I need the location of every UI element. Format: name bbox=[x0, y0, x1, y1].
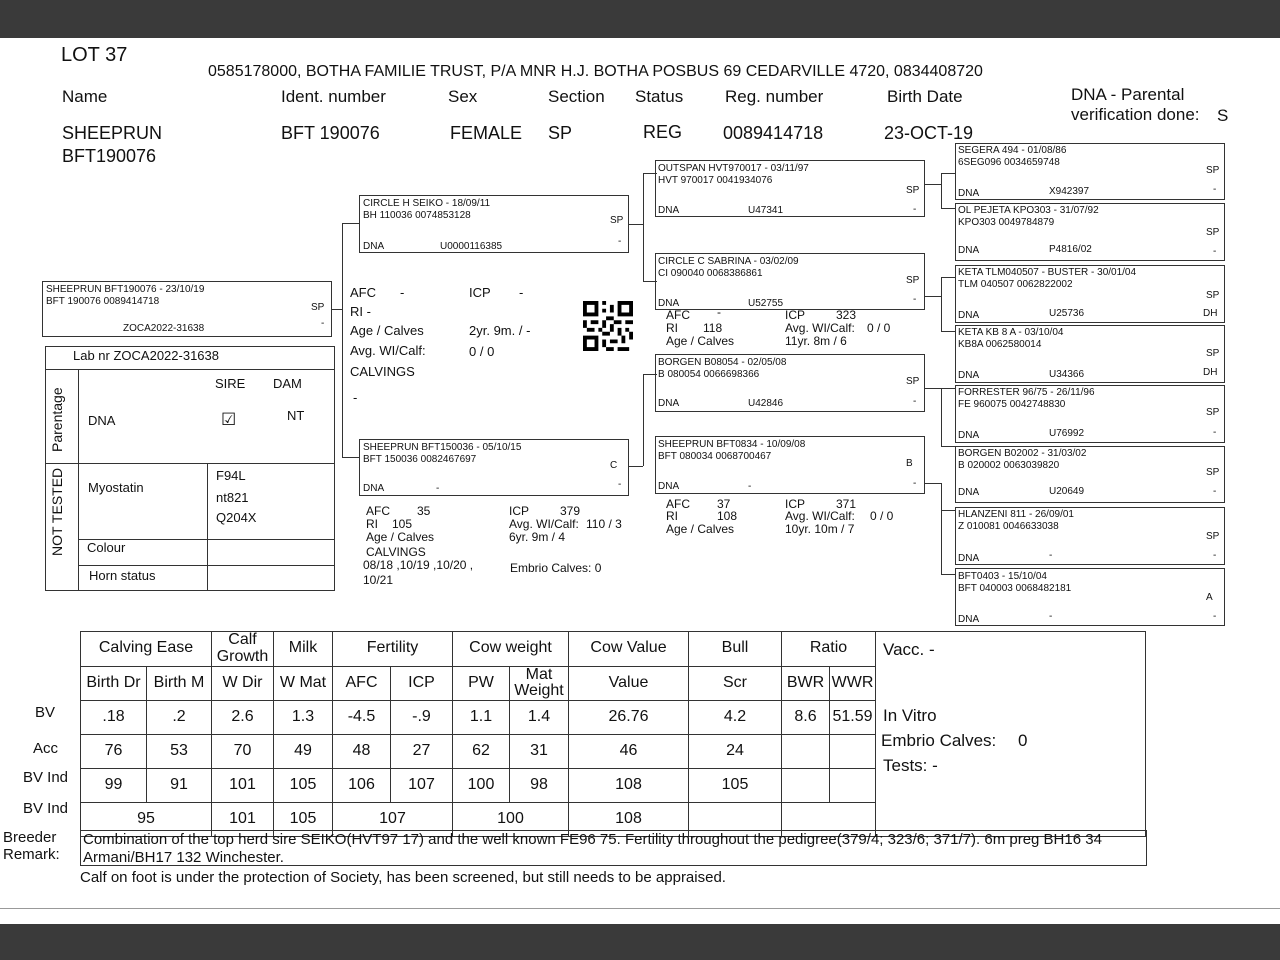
ggp7-section: SP bbox=[1206, 531, 1220, 542]
sex-value: FEMALE bbox=[450, 123, 523, 143]
section-header: Section bbox=[548, 87, 605, 106]
dna-row-label: DNA bbox=[88, 413, 116, 428]
ggp-card-4 bbox=[955, 325, 1225, 383]
gp2-afc-value: - bbox=[717, 305, 721, 319]
wi-label: Avg. WI/Calf: bbox=[350, 343, 426, 358]
table-cell bbox=[830, 769, 876, 803]
ggp5-dash: - bbox=[1213, 427, 1217, 438]
group-ratio: Ratio bbox=[782, 632, 876, 667]
gp4-wi-value: 0 / 0 bbox=[870, 509, 894, 523]
gp2-dna-value: U52755 bbox=[748, 298, 784, 309]
ggp7-dna-label: DNA bbox=[958, 553, 980, 564]
table-cell: 105 bbox=[274, 769, 333, 803]
ggp2-dna-value: P4816/02 bbox=[1049, 244, 1092, 255]
table-cell: 108 bbox=[569, 803, 689, 837]
gp4-icp-value: 371 bbox=[836, 497, 857, 511]
footer-note: Calf on foot is under the protection of Society, has been screened, but still needs to be appraised. bbox=[80, 869, 726, 886]
dam-dash: - bbox=[618, 479, 622, 490]
animal-card-dash: - bbox=[321, 318, 325, 329]
ggp5-section: SP bbox=[1206, 407, 1220, 418]
gp4-title: SHEEPRUN BFT0834 - 10/09/08 bbox=[658, 439, 806, 450]
gp4-dna-value: - bbox=[748, 481, 752, 492]
owner-line: 0585178000, BOTHA FAMILIE TRUST, P/A MNR H.J. BOTHA POSBUS 69 CEDARVILLE 4720, 0834408720 bbox=[208, 63, 983, 80]
parentage-label: Parentage bbox=[49, 387, 65, 452]
gp1-ident: HVT 970017 0041934076 bbox=[658, 175, 773, 186]
gp4-age-value: 10yr. 10m / 7 bbox=[785, 522, 855, 536]
table-cell: 108 bbox=[569, 769, 689, 803]
table-cell: 2.6 bbox=[212, 701, 274, 735]
remark-label: Remark: bbox=[3, 846, 60, 863]
dam-calvings-label: CALVINGS bbox=[366, 545, 426, 559]
sire-card bbox=[359, 195, 629, 253]
myostatin-value-1: F94L bbox=[216, 468, 246, 483]
icp-value: - bbox=[519, 285, 524, 300]
gp1-dash: - bbox=[913, 204, 917, 215]
table-cell: 105 bbox=[689, 769, 782, 803]
ggp3-section: SP bbox=[1206, 290, 1220, 301]
ggp5-dna-label: DNA bbox=[958, 430, 980, 441]
sub-w-mat: W Mat bbox=[274, 666, 333, 701]
gp2-section: SP bbox=[906, 275, 920, 286]
table-cell: 101 bbox=[212, 769, 274, 803]
dam-col: DAM bbox=[273, 376, 302, 391]
gp4-ident: BFT 080034 0068700467 bbox=[658, 451, 772, 462]
gp2-wi-value: 0 / 0 bbox=[867, 321, 891, 335]
tests-text: Tests: - bbox=[883, 756, 938, 775]
sub-bwr: BWR bbox=[782, 666, 830, 701]
ident-header: Ident. number bbox=[281, 87, 386, 106]
colour-label: Colour bbox=[87, 540, 126, 555]
gp2-dna-label: DNA bbox=[658, 298, 680, 309]
table-cell: 48 bbox=[333, 735, 391, 769]
myostatin-value-2: nt821 bbox=[216, 490, 249, 505]
sub-birth-dr: Birth Dr bbox=[81, 666, 147, 701]
dam-age-label: Age / Calves bbox=[366, 530, 435, 544]
dna-header-1: DNA - Parental bbox=[1071, 85, 1185, 104]
birth-value: 23-OCT-19 bbox=[884, 123, 974, 143]
gp2-icp-value: 323 bbox=[836, 308, 857, 322]
gp2-ri-value: 118 bbox=[703, 321, 723, 335]
group-cow-value: Cow Value bbox=[569, 632, 689, 667]
ggp6-dash: - bbox=[1213, 486, 1217, 497]
status-header: Status bbox=[635, 87, 684, 106]
gp4-ri-value: 108 bbox=[717, 509, 738, 523]
age-calves-value: 2yr. 9m. / - bbox=[469, 323, 531, 338]
ggp1-dna-label: DNA bbox=[958, 188, 980, 199]
gp2-title: CIRCLE C SABRINA - 03/02/09 bbox=[658, 256, 799, 267]
ggp-card-1 bbox=[955, 143, 1225, 200]
ri-label: RI - bbox=[350, 304, 371, 319]
gp4-dash: - bbox=[913, 478, 917, 489]
dam-wi-value: 110 / 3 bbox=[586, 517, 622, 531]
ggp6-dna-value: U20649 bbox=[1049, 486, 1085, 497]
afc-value: - bbox=[400, 285, 405, 300]
ggp3-ident: TLM 040507 0062822002 bbox=[958, 279, 1073, 290]
sub-value: Value bbox=[569, 666, 689, 701]
gp4-wi-label: Avg. WI/Calf: bbox=[785, 509, 855, 523]
group-cow-weight: Cow weight bbox=[453, 632, 569, 667]
ggp-card-5 bbox=[955, 385, 1225, 443]
sub-scr: Scr bbox=[689, 666, 782, 701]
gp2-icp-label: ICP bbox=[785, 308, 806, 322]
table-cell: 107 bbox=[333, 803, 453, 837]
gp4-afc-label: AFC bbox=[666, 497, 690, 511]
table-cell: 105 bbox=[274, 803, 333, 837]
gp1-title: OUTSPAN HVT970017 - 03/11/97 bbox=[658, 163, 809, 174]
gp4-age-label: Age / Calves bbox=[666, 522, 735, 536]
table-cell: 53 bbox=[147, 735, 212, 769]
table-cell: 62 bbox=[453, 735, 510, 769]
table-cell: 76 bbox=[81, 735, 147, 769]
table-cell bbox=[782, 769, 830, 803]
sub-mat-weight: Mat Weight bbox=[510, 666, 569, 701]
ggp7-ident: Z 010081 0046633038 bbox=[958, 521, 1059, 532]
ggp4-dna-value: U34366 bbox=[1049, 369, 1085, 380]
gp2-wi-label: Avg. WI/Calf: bbox=[785, 321, 855, 335]
ggp6-section: SP bbox=[1206, 467, 1220, 478]
dam-icp-value: 379 bbox=[560, 504, 581, 518]
sub-wwr: WWR bbox=[830, 666, 876, 701]
ggp4-title: KETA KB 8 A - 03/10/04 bbox=[958, 327, 1064, 338]
dam-ri-value: 105 bbox=[392, 517, 413, 531]
table-cell: 100 bbox=[453, 769, 510, 803]
ggp5-title: FORRESTER 96/75 - 26/11/96 bbox=[958, 387, 1095, 398]
table-cell: 49 bbox=[274, 735, 333, 769]
table-cell: .18 bbox=[81, 701, 147, 735]
ggp8-dna-value: - bbox=[1049, 611, 1053, 622]
sub-w-dir: W Dir bbox=[212, 666, 274, 701]
ident-value: BFT 190076 bbox=[281, 123, 380, 143]
bottom-divider bbox=[0, 908, 1280, 909]
ggp4-section: SP bbox=[1206, 348, 1220, 359]
myostatin-label: Myostatin bbox=[88, 480, 144, 495]
ggp4-dna-label: DNA bbox=[958, 370, 980, 381]
grandsire-maternal-card bbox=[655, 354, 925, 412]
dam-calvings-value-2: 10/21 bbox=[363, 573, 394, 587]
status-value: REG bbox=[643, 122, 683, 142]
gp3-dna-label: DNA bbox=[658, 398, 680, 409]
granddam-paternal-card bbox=[655, 253, 925, 310]
row-label-bv-ind: BV Ind bbox=[23, 769, 69, 786]
myostatin-value-3: Q204X bbox=[216, 510, 257, 525]
sire-section: SP bbox=[610, 215, 624, 226]
dam-afc-value: 35 bbox=[417, 504, 431, 518]
ggp6-dna-label: DNA bbox=[958, 487, 980, 498]
animal-card-ident: BFT 190076 0089414718 bbox=[46, 296, 160, 307]
row-label-bv-ind-2: BV Ind bbox=[23, 800, 69, 817]
gp2-age-value: 11yr. 8m / 6 bbox=[785, 334, 847, 348]
dam-dna-label: DNA bbox=[363, 483, 385, 494]
table-cell: 24 bbox=[689, 735, 782, 769]
qr-code-icon bbox=[582, 301, 634, 351]
animal-card-section: SP bbox=[311, 302, 325, 313]
table-cell: 106 bbox=[333, 769, 391, 803]
calvings-label: CALVINGS bbox=[350, 364, 415, 379]
table-cell: 1.1 bbox=[453, 701, 510, 735]
table-cell: 1.4 bbox=[510, 701, 569, 735]
not-tested-label: NOT TESTED bbox=[49, 467, 65, 556]
table-cell: 99 bbox=[81, 769, 147, 803]
dam-card bbox=[359, 439, 629, 496]
ggp1-title: SEGERA 494 - 01/08/86 bbox=[958, 145, 1067, 156]
lot-number: LOT 37 bbox=[61, 44, 128, 66]
gp2-age-label: Age / Calves bbox=[666, 334, 735, 348]
icp-label: ICP bbox=[469, 285, 491, 300]
gp2-ri-label: RI bbox=[666, 321, 678, 335]
ggp2-dash: - bbox=[1213, 246, 1217, 257]
sub-pw: PW bbox=[453, 666, 510, 701]
ggp8-section: A bbox=[1206, 592, 1213, 603]
ggp3-dna-value: U25736 bbox=[1049, 308, 1085, 319]
ggp7-dna-value: - bbox=[1049, 550, 1053, 561]
ggp2-section: SP bbox=[1206, 227, 1220, 238]
ggp4-ident: KB8A 0062580014 bbox=[958, 339, 1042, 350]
granddam-maternal-card bbox=[655, 436, 925, 494]
ggp1-ident: 6SEG096 0034659748 bbox=[958, 157, 1060, 168]
ggp-card-2 bbox=[955, 203, 1225, 261]
gp3-section: SP bbox=[906, 376, 920, 387]
row-label-bv: BV bbox=[35, 704, 56, 721]
dam-wi-label: Avg. WI/Calf: bbox=[509, 517, 579, 531]
ggp5-dna-value: U76992 bbox=[1049, 428, 1085, 439]
gp1-dna-value: U47341 bbox=[748, 205, 784, 216]
wi-value: 0 / 0 bbox=[469, 344, 495, 359]
breeder-label: Breeder bbox=[3, 829, 57, 846]
top-bar bbox=[0, 0, 1280, 38]
sire-col: SIRE bbox=[215, 376, 246, 391]
gp2-dash: - bbox=[913, 294, 917, 305]
table-cell bbox=[782, 735, 830, 769]
sub-icp: ICP bbox=[391, 666, 453, 701]
remark-text-1: Combination of the top herd sire SEIKO(HVT97 17) and the well known FE96 75. Fertility throughout the pedigree(379/4; 323/6; 371/7). 6m preg BH16 34 bbox=[83, 831, 1102, 848]
row-label-acc: Acc bbox=[33, 740, 59, 757]
group-calf-growth: Calf Growth bbox=[212, 632, 274, 667]
breeding-values-table bbox=[80, 631, 1146, 837]
dam-section: C bbox=[610, 460, 618, 471]
animal-name-2: BFT190076 bbox=[62, 146, 157, 166]
animal-card bbox=[42, 281, 332, 337]
ggp2-dna-label: DNA bbox=[958, 245, 980, 256]
table-cell: 31 bbox=[510, 735, 569, 769]
table-cell bbox=[830, 735, 876, 769]
table-cell: 1.3 bbox=[274, 701, 333, 735]
grandsire-paternal-card bbox=[655, 160, 925, 217]
afc-label: AFC bbox=[350, 285, 376, 300]
dna-header-2: verification done: bbox=[1071, 105, 1200, 124]
dam-dna-value: - bbox=[436, 483, 440, 494]
group-milk: Milk bbox=[274, 632, 333, 667]
group-calving-ease: Calving Ease bbox=[81, 632, 212, 667]
gp2-afc-label: AFC bbox=[666, 308, 690, 322]
table-cell: -4.5 bbox=[333, 701, 391, 735]
ggp5-ident: FE 960075 0042748830 bbox=[958, 399, 1066, 410]
vacc-text: Vacc. - bbox=[883, 640, 935, 659]
ggp4-dh: DH bbox=[1203, 367, 1218, 378]
ggp2-ident: KPO303 0049784879 bbox=[958, 217, 1055, 228]
table-cell: 70 bbox=[212, 735, 274, 769]
age-calves-label: Age / Calves bbox=[350, 323, 424, 338]
ggp8-dna-label: DNA bbox=[958, 614, 980, 625]
gp4-icp-label: ICP bbox=[785, 497, 806, 511]
sire-dna-label: DNA bbox=[363, 241, 385, 252]
reg-header: Reg. number bbox=[725, 87, 824, 106]
table-cell: 46 bbox=[569, 735, 689, 769]
ggp6-title: BORGEN B02002 - 31/03/02 bbox=[958, 448, 1087, 459]
gp4-ri-label: RI bbox=[666, 509, 678, 523]
ggp7-dash: - bbox=[1213, 550, 1217, 561]
dam-age-value: 6yr. 9m / 4 bbox=[509, 530, 566, 544]
table-cell: 98 bbox=[510, 769, 569, 803]
dam-dna-value: NT bbox=[287, 408, 305, 423]
sire-ident: BH 110036 0074853128 bbox=[363, 210, 471, 221]
embrio-label: Embrio Calves: bbox=[881, 731, 997, 750]
table-cell: 26.76 bbox=[569, 701, 689, 735]
name-header: Name bbox=[62, 87, 108, 106]
table-cell: 4.2 bbox=[689, 701, 782, 735]
table-cell: 51.59 bbox=[830, 701, 876, 735]
side-info bbox=[876, 632, 1146, 837]
dam-embrio: Embrio Calves: 0 bbox=[510, 561, 602, 575]
table-cell: 101 bbox=[212, 803, 274, 837]
animal-card-lab: ZOCA2022-31638 bbox=[123, 323, 205, 334]
gp4-dna-label: DNA bbox=[658, 481, 680, 492]
in-vitro-text: In Vitro bbox=[883, 706, 937, 725]
gp1-section: SP bbox=[906, 185, 920, 196]
embrio-value: 0 bbox=[1018, 731, 1028, 750]
dam-ident: BFT 150036 0082467697 bbox=[363, 454, 477, 465]
animal-name-1: SHEEPRUN bbox=[62, 123, 163, 143]
birth-header: Birth Date bbox=[887, 87, 963, 106]
gp4-section: B bbox=[906, 458, 913, 469]
section-value: SP bbox=[548, 123, 573, 143]
table-cell: 107 bbox=[391, 769, 453, 803]
gp3-ident: B 080054 0066698366 bbox=[658, 369, 760, 380]
ggp3-dna-label: DNA bbox=[958, 310, 980, 321]
table-cell: 100 bbox=[453, 803, 569, 837]
ggp1-section: SP bbox=[1206, 165, 1220, 176]
table-cell: 8.6 bbox=[782, 701, 830, 735]
ggp-card-3 bbox=[955, 265, 1225, 323]
table-cell: 27 bbox=[391, 735, 453, 769]
sub-birth-m: Birth M bbox=[147, 666, 212, 701]
ggp7-title: HLANZENI 811 - 26/09/01 bbox=[958, 509, 1074, 520]
sire-dna-value: U0000116385 bbox=[440, 241, 503, 252]
table-cell: 91 bbox=[147, 769, 212, 803]
animal-card-title: SHEEPRUN BFT190076 - 23/10/19 bbox=[46, 284, 205, 295]
dam-title: SHEEPRUN BFT150036 - 05/10/15 bbox=[363, 442, 522, 453]
ggp3-dh: DH bbox=[1203, 308, 1218, 319]
ggp-card-6 bbox=[955, 446, 1225, 503]
sire-dash: - bbox=[618, 236, 622, 247]
dam-icp-label: ICP bbox=[509, 504, 530, 518]
gp2-ident: CI 090040 0068386861 bbox=[658, 268, 763, 279]
ggp8-ident: BFT 040003 0068482181 bbox=[958, 583, 1072, 594]
lab-number: Lab nr ZOCA2022-31638 bbox=[73, 348, 219, 363]
bottom-bar bbox=[0, 924, 1280, 960]
sex-header: Sex bbox=[448, 87, 478, 106]
gp4-afc-value: 37 bbox=[717, 497, 731, 511]
group-fertility: Fertility bbox=[333, 632, 453, 667]
checkbox-icon: ☑ bbox=[221, 410, 237, 429]
remark-text-2: Armani/BH17 132 Winchester. bbox=[83, 849, 284, 866]
gp3-dash: - bbox=[913, 396, 917, 407]
sub-afc: AFC bbox=[333, 666, 391, 701]
ggp-card-8 bbox=[955, 568, 1225, 626]
dam-afc-label: AFC bbox=[366, 504, 390, 518]
gp1-dna-label: DNA bbox=[658, 205, 680, 216]
ggp-card-7 bbox=[955, 507, 1225, 565]
sire-title: CIRCLE H SEIKO - 18/09/11 bbox=[363, 198, 491, 209]
ggp3-title: KETA TLM040507 - BUSTER - 30/01/04 bbox=[958, 267, 1137, 278]
ggp1-dna-value: X942397 bbox=[1049, 186, 1090, 197]
ggp8-dash: - bbox=[1213, 611, 1217, 622]
calvings-value: - bbox=[353, 390, 358, 405]
table-cell: .2 bbox=[147, 701, 212, 735]
ggp8-title: BFT0403 - 15/10/04 bbox=[958, 571, 1047, 582]
dam-ri-label: RI bbox=[366, 517, 378, 531]
gp3-title: BORGEN B08054 - 02/05/08 bbox=[658, 357, 787, 368]
group-bull: Bull bbox=[689, 632, 782, 667]
horn-label: Horn status bbox=[89, 568, 156, 583]
ggp1-dash: - bbox=[1213, 184, 1217, 195]
ggp6-ident: B 020002 0063039820 bbox=[958, 460, 1060, 471]
table-cell: -.9 bbox=[391, 701, 453, 735]
table-cell: 95 bbox=[81, 803, 212, 837]
dna-value: S bbox=[1217, 106, 1229, 125]
dam-calvings-value-1: 08/18 ,10/19 ,10/20 , bbox=[363, 558, 474, 572]
reg-value: 0089414718 bbox=[723, 123, 824, 143]
ggp2-title: OL PEJETA KPO303 - 31/07/92 bbox=[958, 205, 1099, 216]
gp3-dna-value: U42846 bbox=[748, 398, 784, 409]
